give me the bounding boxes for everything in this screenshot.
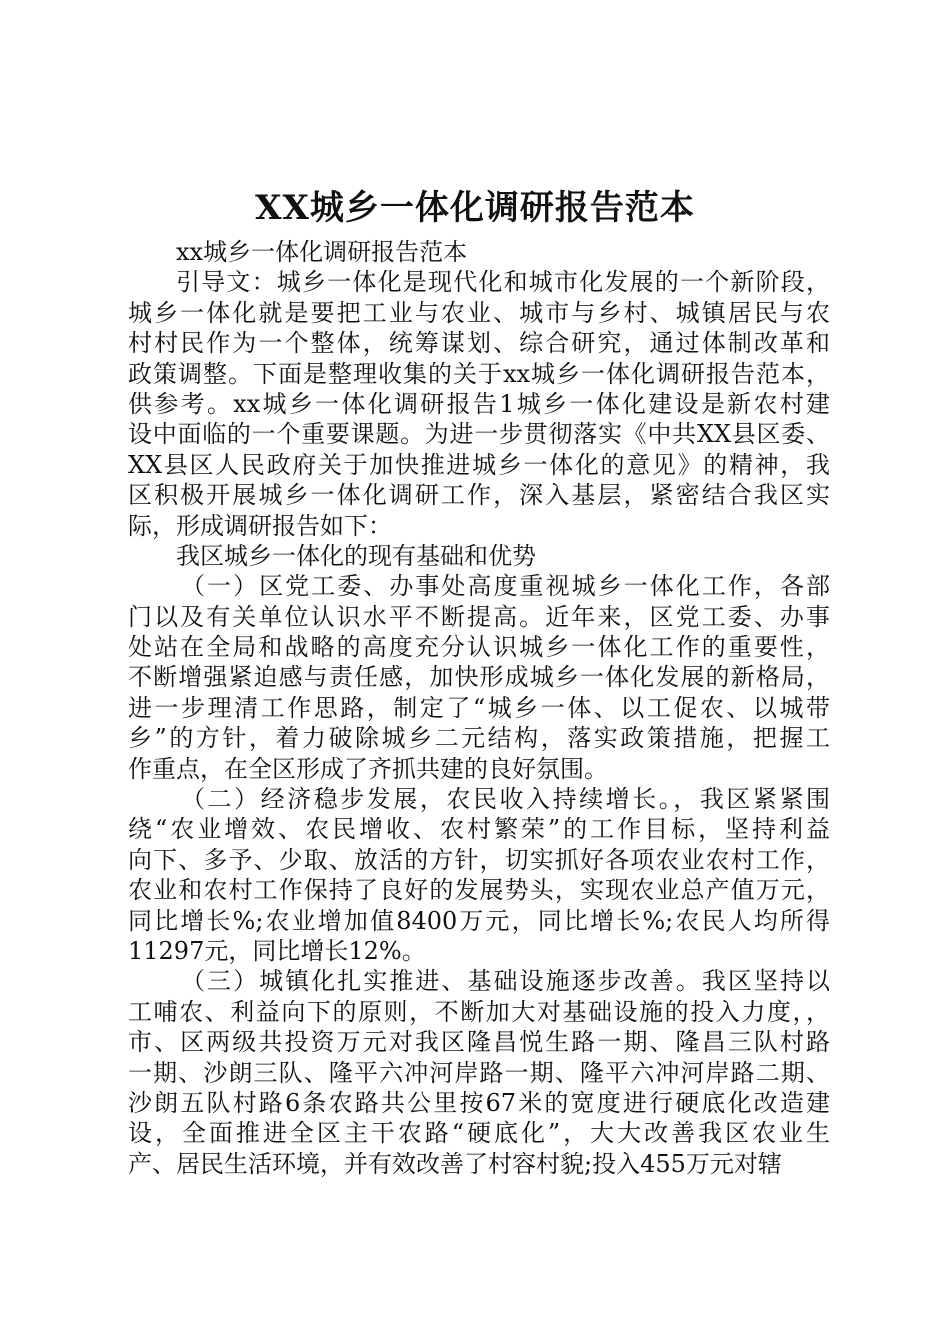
text-line: 绕“农业增效、农民增收、农村繁荣”的工作目标，坚持利益 [128,815,830,844]
paragraph [128,571,830,784]
text-line: （二）经济稳步发展，农民收入持续增长。，我区紧紧围 [181,785,830,814]
document-title: XX城乡一体化调研报告范本 [255,188,695,228]
text-line: （一）区党工委、办事处高度重视城乡一体化工作，各部 [181,572,830,601]
text-line: 城乡一体化就是要把工业与农业、城市与乡村、城镇居民与农 [128,298,830,327]
text-line: 际，形成调研报告如下： [128,511,392,540]
text-line: 村村民作为一个整体，统筹谋划、综合研究，通过体制改革和 [128,329,830,358]
text-line: XX县区人民政府关于加快推进城乡一体化的意见》的精神，我 [128,450,830,479]
paragraph [128,267,830,541]
text-line: 设中面临的一个重要课题。为进一步贯彻落实《中共XX县区委、 [128,420,830,449]
text-line: 供参考。xx城乡一体化调研报告1城乡一体化建设是新农村建 [128,389,830,418]
paragraph [128,237,830,267]
document-body [128,237,830,1179]
text-line: 作重点，在全区形成了齐抓共建的良好氛围。 [128,754,608,783]
paragraph [128,966,830,1179]
text-line: 工哺农、利益向下的原则，不断加大对基础设施的投入力度，， [128,997,830,1026]
text-line: 市、区两级共投资万元对我区隆昌悦生路一期、隆昌三队村路 [128,1028,830,1057]
text-line: 设，全面推进全区主干农路“硬底化”，大大改善我区农业生 [128,1119,830,1148]
text-line: 区积极开展城乡一体化调研工作，深入基层，紧密结合我区实 [128,481,830,510]
paragraph [128,784,830,966]
text-line: 沙朗五队村路6条农路共公里按67米的宽度进行硬底化改造建 [128,1088,830,1117]
text-line: 政策调整。下面是整理收集的关于xx城乡一体化调研报告范本， [128,359,830,388]
text-line: 不断增强紧迫感与责任感，加快形成城乡一体化发展的新格局， [128,663,830,692]
text-line: 一期、沙朗三队、隆平六冲河岸路一期、隆平六冲河岸路二期、 [128,1058,830,1087]
text-line: 处站在全局和战略的高度充分认识城乡一体化工作的重要性， [128,633,830,662]
text-line: 引导文：城乡一体化是现代化和城市化发展的一个新阶段， [176,268,830,297]
text-line: 农业和农村工作保持了良好的发展势头，实现农业总产值万元， [128,876,830,905]
text-line: 门以及有关单位认识水平不断提高。近年来，区党工委、办事 [128,602,830,631]
paragraph [128,541,830,571]
text-line: xx城乡一体化调研报告范本 [176,238,468,266]
text-line: 乡”的方针，着力破除城乡二元结构，落实政策措施，把握工 [128,724,830,753]
text-line: 产、居民生活环境，并有效改善了村容村貌;投入455万元对辖 [128,1149,782,1178]
text-line: 11297元，同比增长12%。 [128,936,426,965]
text-line: 同比增长%;农业增加值8400万元，同比增长%;农民人均所得 [128,906,830,935]
text-line: （三）城镇化扎实推进、基础设施逐步改善。我区坚持以 [181,967,830,996]
text-line: 我区城乡一体化的现有基础和优势 [176,541,536,570]
text-line: 进一步理清工作思路，制定了“城乡一体、以工促农、以城带 [128,693,830,722]
text-line: 向下、多予、少取、放活的方针，切实抓好各项农业农村工作， [128,845,830,874]
